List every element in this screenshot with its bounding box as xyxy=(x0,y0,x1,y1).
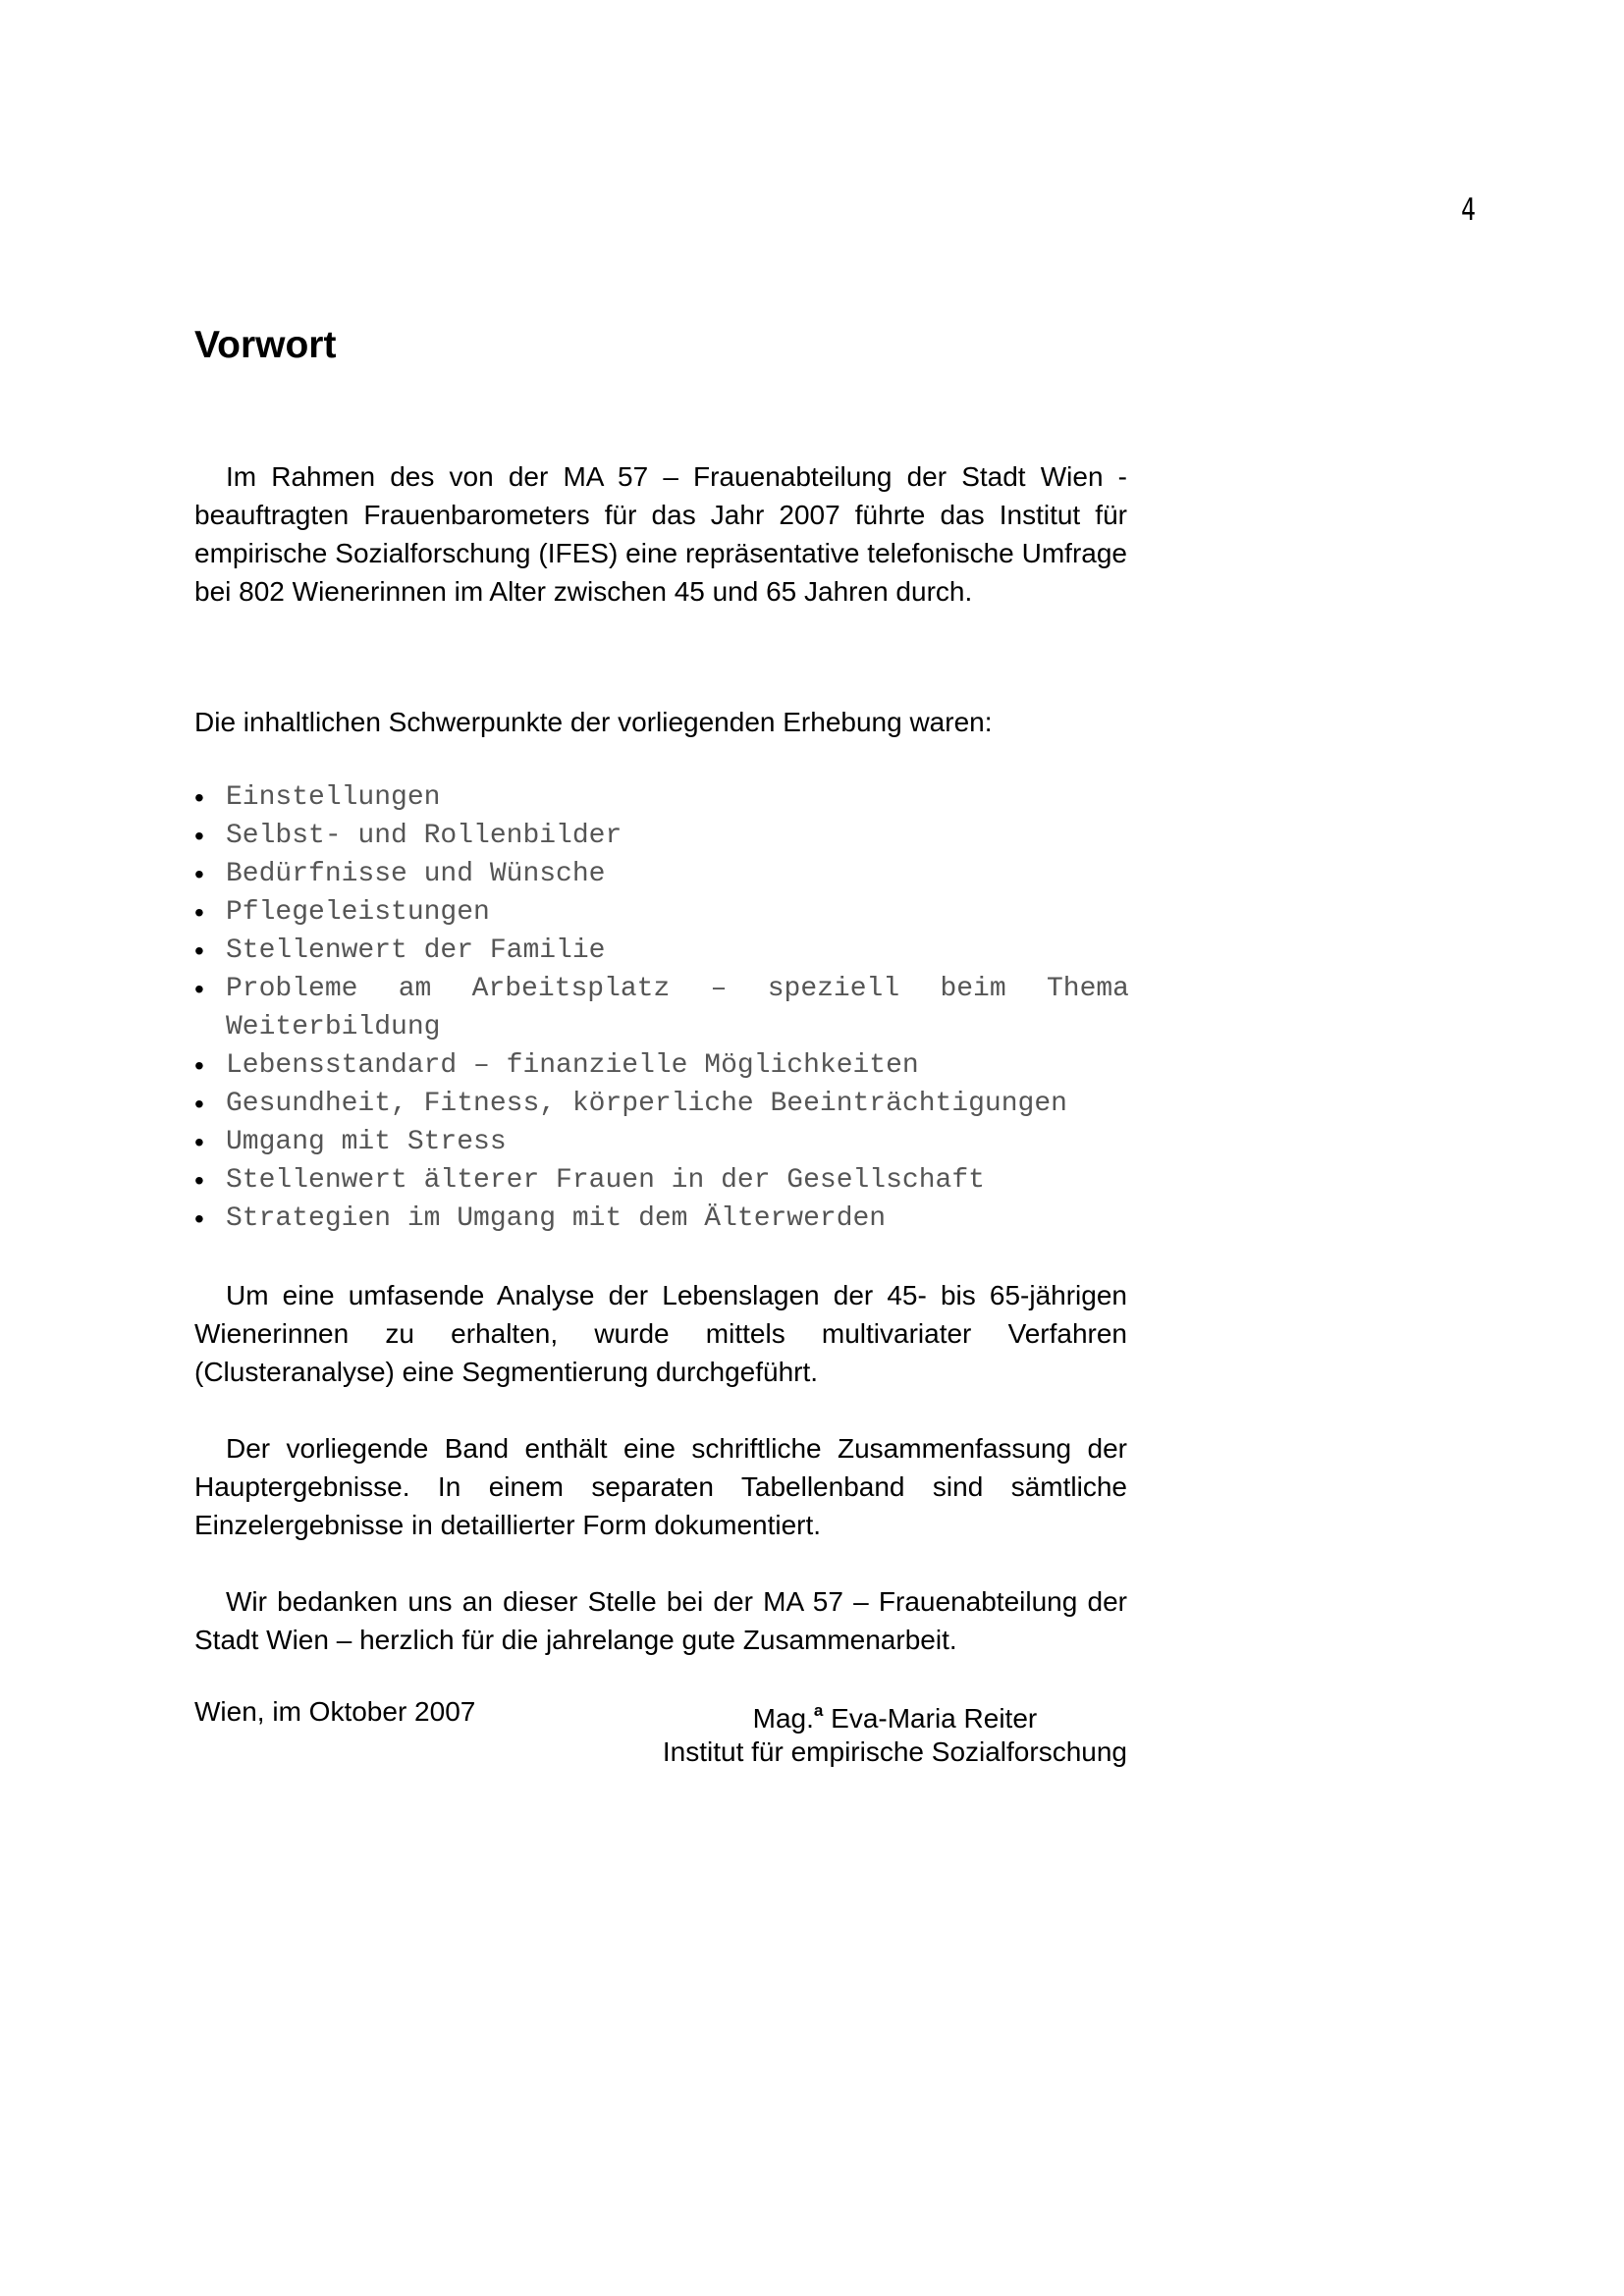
analysis-paragraph-block xyxy=(194,1276,1127,1391)
list-item-text: Pflegeleistungen xyxy=(226,897,490,928)
author-name: Eva-Maria Reiter xyxy=(823,1703,1038,1734)
bullet-icon: • xyxy=(194,974,204,1004)
list-item-text: Einstellungen xyxy=(226,782,441,813)
list-item xyxy=(194,1085,1129,1123)
bullet-icon: • xyxy=(194,1203,204,1234)
list-item xyxy=(194,893,1129,932)
list-item xyxy=(194,932,1129,970)
bullet-icon: • xyxy=(194,782,204,813)
list-item-text: Bedürfnisse und Wünsche xyxy=(226,859,606,889)
list-item xyxy=(194,970,1129,1046)
list-item xyxy=(194,1123,1129,1161)
bullet-icon: • xyxy=(194,821,204,851)
volume-paragraph: Der vorliegende Band enthält eine schriftliche Zusammenfassung der Hauptergebnisse. In einem separaten Tabellenband sind sämtliche Einzelergebnisse in detaillierter Form dokumentiert. xyxy=(194,1433,1127,1540)
bullet-icon: • xyxy=(194,897,204,928)
bullet-icon: • xyxy=(194,859,204,889)
list-item-text: Stellenwert der Familie xyxy=(226,935,606,966)
bullet-icon: • xyxy=(194,1089,204,1119)
thanks-paragraph-block xyxy=(194,1582,1127,1659)
page-heading: Vorwort xyxy=(194,324,337,366)
author-institute: Institut für empirische Sozialforschung xyxy=(662,1736,1127,1767)
list-item-text: Probleme am Arbeitsplatz – speziell beim Thema Weiterbildung xyxy=(226,974,1129,1042)
bullet-icon: • xyxy=(194,1050,204,1081)
page-number: 4 xyxy=(1461,192,1476,228)
intro-paragraph: Im Rahmen des von der MA 57 – Frauenabteilung der Stadt Wien -beauftragten Frauenbarometers für das Jahr 2007 führte das Institut für empirische Sozialforschung (IFES) eine repräsentative telefonische Umfrage bei 802 Wienerinnen im Alter zwischen 45 und 65 Jahren durch. xyxy=(194,461,1127,607)
signature-block xyxy=(663,1694,1127,1769)
list-item-text: Stellenwert älterer Frauen in der Gesellschaft xyxy=(226,1165,985,1196)
bullet-icon: • xyxy=(194,1127,204,1157)
analysis-paragraph: Um eine umfasende Analyse der Lebenslagen der 45- bis 65-jährigen Wienerinnen zu erhalten, wurde mittels multivariater Verfahren (Clusteranalyse) eine Segmentierung durchgeführt. xyxy=(194,1280,1127,1387)
author-name-line xyxy=(663,1694,1127,1735)
author-title: Mag. xyxy=(752,1703,814,1734)
list-item xyxy=(194,1161,1129,1200)
intro-paragraph-block xyxy=(194,457,1127,611)
bullet-icon: • xyxy=(194,935,204,966)
list-item-text: Selbst- und Rollenbilder xyxy=(226,821,623,851)
author-title-superscript: a xyxy=(813,1701,824,1720)
thanks-paragraph: Wir bedanken uns an dieser Stelle bei der MA 57 – Frauenabteilung der Stadt Wien – herzlich für die jahrelange gute Zusammenarbeit. xyxy=(194,1586,1127,1655)
list-item xyxy=(194,817,1129,855)
list-item-text: Umgang mit Stress xyxy=(226,1127,507,1157)
topics-intro: Die inhaltlichen Schwerpunkte der vorliegenden Erhebung waren: xyxy=(194,707,993,737)
volume-paragraph-block xyxy=(194,1429,1127,1544)
list-item xyxy=(194,1200,1129,1238)
list-item xyxy=(194,778,1129,817)
place-date: Wien, im Oktober 2007 xyxy=(194,1696,476,1727)
list-item xyxy=(194,1046,1129,1085)
list-item-text: Gesundheit, Fitness, körperliche Beeinträchtigungen xyxy=(226,1089,1067,1119)
list-item-text: Lebensstandard – finanzielle Möglichkeiten xyxy=(226,1050,919,1081)
bullet-icon: • xyxy=(194,1165,204,1196)
list-item xyxy=(194,855,1129,893)
list-item-text: Strategien im Umgang mit dem Älterwerden xyxy=(226,1203,887,1234)
topic-list xyxy=(194,778,1129,1238)
